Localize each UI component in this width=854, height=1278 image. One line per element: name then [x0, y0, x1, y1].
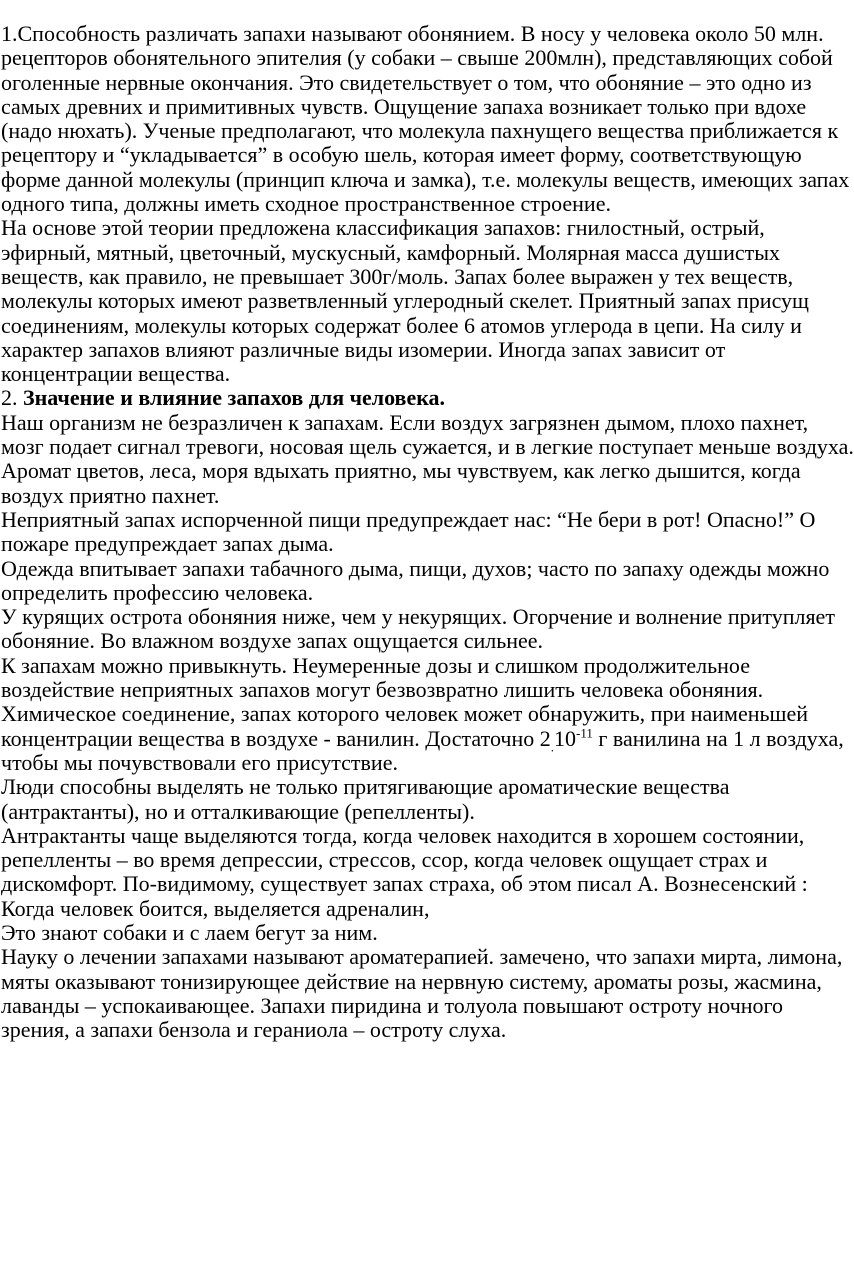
- section-1-text: [1, 22, 854, 386]
- text-line: мяты оказывают тонизирующее действие на нервную систему, ароматы розы, жасмина,: [1, 968, 822, 994]
- section-2-text-continued: [1, 751, 854, 1043]
- text-line: (антрактанты), но и отталкивающие (репелленты).: [1, 798, 475, 824]
- text-line: Люди способны выделять не только притягивающие ароматические вещества: [1, 774, 730, 800]
- text-line: чтобы мы почувствовали его присутствие.: [1, 749, 398, 775]
- section-2-text: [1, 411, 854, 727]
- text-line: эфирный, мятный, цветочный, мускусный, камфорный. Молярная масса душистых: [1, 239, 781, 265]
- text-line: молекулы которых имеют разветвленный углеродный скелет. Приятный запах присущ: [1, 288, 809, 314]
- text-line: оголенные нервные окончания. Это свидетельствует о том, что обоняние – это одно из: [1, 69, 812, 95]
- text-line: У курящих острота обоняния ниже, чем у некурящих. Огорчение и волнение притупляет: [1, 604, 835, 630]
- text-line: рецептору и “укладывается” в особую шель, которая имеет форму, соответствующую: [1, 142, 802, 168]
- text-line: пожаре предупреждает запах дыма.: [1, 531, 334, 557]
- text-line: определить профессию человека.: [1, 579, 314, 605]
- text-line: воздействие неприятных запахов могут безвозвратно лишить человека обоняния.: [1, 677, 764, 703]
- text-line: 1.Способность различать запахи называют обонянием. В носу у человека около 50 млн.: [1, 21, 824, 46]
- text-line: зрения, а запахи бензола и гераниола – остроту слуха.: [1, 1017, 507, 1043]
- text-line: мозг подает сигнал тревоги, носовая щель сужается, и в легкие поступает меньше воздуха.: [1, 434, 854, 460]
- text-line: дискомфорт. По-видимому, существует запах страха, об этом писал А. Вознесенский :: [1, 871, 808, 897]
- text-line: рецепторов обонятельного эпителия (у собаки – свыше 200млн), представляющих собой: [1, 45, 833, 71]
- text-line: Это знают собаки и с лаем бегут за ним.: [1, 919, 378, 945]
- text-line: На основе этой теории предложена классификация запахов: гнилостный, острый,: [1, 215, 765, 241]
- text-line: Антрактанты чаще выделяются тогда, когда человек находится в хорошем состоянии,: [1, 822, 805, 848]
- text-line: соединениям, молекулы которых содержат более 6 атомов углерода в цепи. На силу и: [1, 312, 802, 338]
- text-line: Наш организм не безразличен к запахам. Если воздух загрязнен дымом, плохо пахнет,: [1, 409, 809, 435]
- text-line: обоняние. Во влажном воздухе запах ощущается сильнее.: [1, 628, 544, 654]
- text-line: концентрации вещества.: [1, 361, 231, 387]
- section-2-heading: 2. Значение и влияние запахов для человека.: [1, 385, 446, 411]
- text-line: форме данной молекулы (принцип ключа и замка), т.е. молекулы веществ, имеющих запах: [1, 166, 850, 192]
- text-line: К запахам можно привыкнуть. Неумеренные дозы и слишком продолжительное: [1, 652, 750, 678]
- text-line: лаванды – успокаивающее. Запахи пиридина и толуола повышают остроту ночного: [1, 992, 784, 1018]
- text-line: Неприятный запах испорченной пищи предупреждает нас: “Не бери в рот! Опасно!” О: [1, 506, 816, 532]
- text-line: Науку о лечении запахами называют ароматерапией. замечено, что запахи мирта, лимона,: [1, 944, 843, 970]
- text-line: веществ, как правило, не превышает 300г/моль. Запах более выражен у тех веществ,: [1, 263, 794, 289]
- formula-line: концентрации вещества в воздухе - ванилин. Достаточно $2_.10^{-11}$ г ванилина на 1 л воздуха,: [1, 725, 844, 754]
- text-line: самых древних и примитивных чувств. Ощущение запаха возникает только при вдохе: [1, 93, 807, 119]
- text-line: Одежда впитывает запахи табачного дыма, пищи, духов; часто по запаху одежды можно: [1, 555, 830, 581]
- text-line: (надо нюхать). Ученые предполагают, что молекула пахнущего вещества приближается к: [1, 118, 839, 144]
- document-body: [1, 22, 854, 1042]
- text-line: репелленты – во время депрессии, стрессов, ссор, когда человек ощущает страх и: [1, 847, 768, 873]
- text-line: Аромат цветов, леса, моря вдыхать приятно, мы чувствуем, как легко дышится, когда: [1, 458, 801, 484]
- text-line: характер запахов влияют различные виды изомерии. Иногда запах зависит от: [1, 336, 726, 362]
- text-line: одного типа, должны иметь сходное пространственное строение.: [1, 191, 611, 217]
- text-line: Химическое соединение, запах которого человек может обнаружить, при наименьшей: [1, 701, 808, 727]
- text-line: Когда человек боится, выделяется адреналин,: [1, 895, 430, 921]
- text-line: воздух приятно пахнет.: [1, 482, 220, 508]
